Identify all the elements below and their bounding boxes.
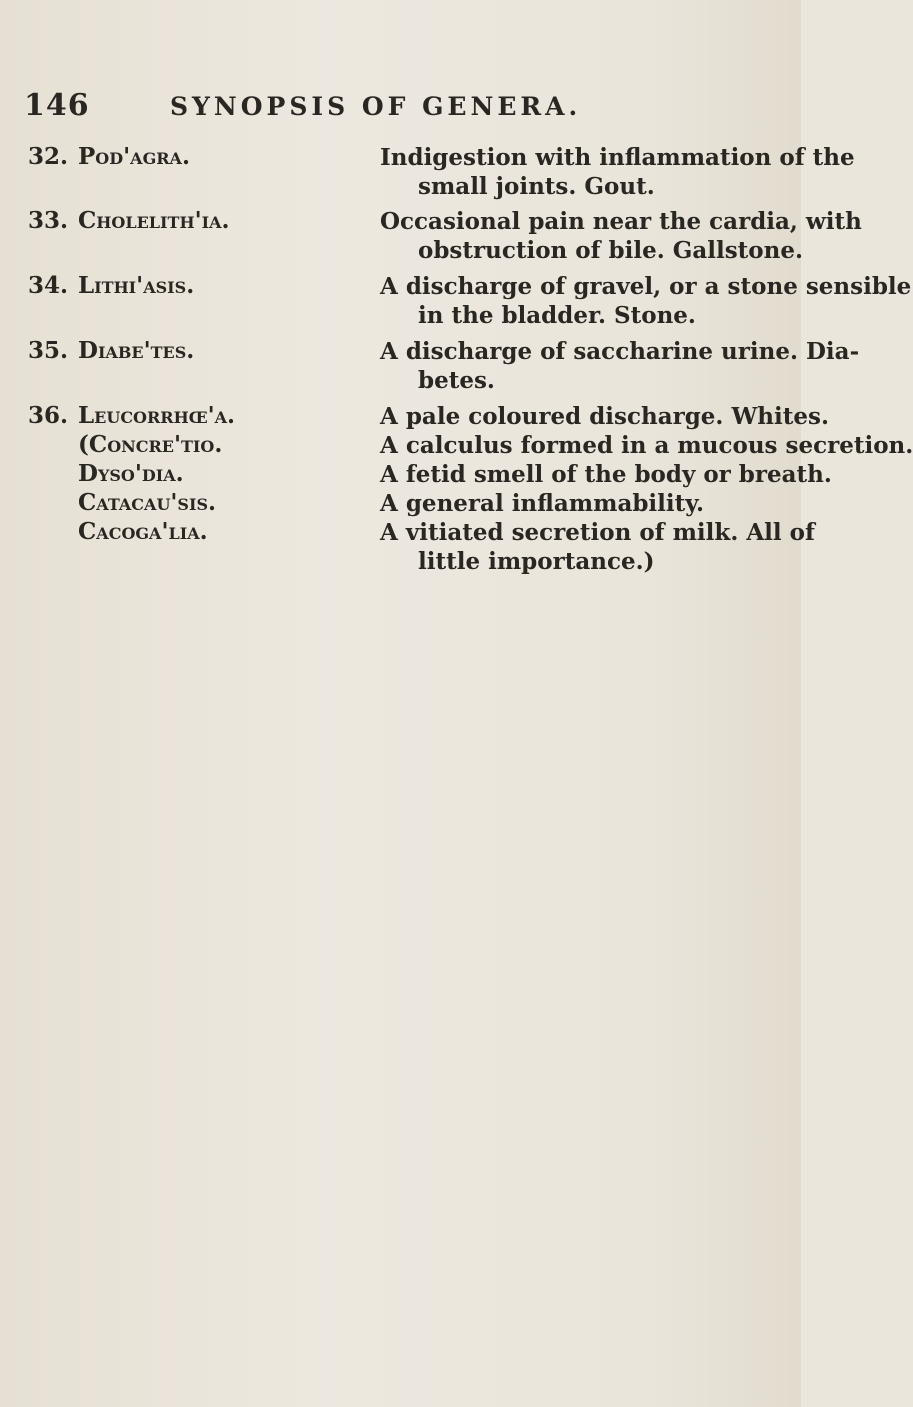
genus-name: Cacoga'lia. <box>78 518 208 545</box>
genus-name: Catacau'sis. <box>78 489 217 516</box>
description-line: little importance.) <box>418 548 655 575</box>
entry-number: 36. <box>28 402 69 429</box>
entry-description <box>380 460 832 489</box>
description-line: A discharge of gravel, or a stone sensible <box>380 273 912 300</box>
description-line: betes. <box>418 367 495 394</box>
entry-number: 32. <box>28 143 69 170</box>
description-line: in the bladder. Stone. <box>418 302 696 329</box>
genus-name: Pod'agra. <box>78 143 190 170</box>
description-line: obstruction of bile. Gallstone. <box>418 237 804 264</box>
description-line: Occasional pain near the cardia, with <box>380 208 862 235</box>
entry-description <box>380 337 860 395</box>
page-header <box>0 88 801 128</box>
entry-description <box>380 431 913 460</box>
page-number: 146 <box>24 88 90 123</box>
running-head: SYNOPSIS OF GENERA. <box>170 92 582 121</box>
entry-number: 33. <box>28 207 69 234</box>
entry-number: 34. <box>28 272 69 299</box>
entry-description <box>380 518 815 576</box>
description-line: A general inflammability. <box>380 490 704 517</box>
genus-name: Diabe'tes. <box>78 337 195 364</box>
entry-description <box>380 489 790 518</box>
description-line: small joints. Gout. <box>418 173 655 200</box>
genus-name: Cholelith'ia. <box>78 207 230 234</box>
description-line: A calculus formed in a mucous secretion. <box>380 432 913 459</box>
entry-description <box>380 402 829 431</box>
entry-description <box>380 272 912 330</box>
entry-description <box>380 143 855 201</box>
genus-name: Leucorrhœ'a. <box>78 402 236 429</box>
description-line: A pale coloured discharge. Whites. <box>380 403 829 430</box>
genus-name: Dyso'dia. <box>78 460 184 487</box>
description-line: A fetid smell of the body or breath. <box>380 461 832 488</box>
description-line: A discharge of saccharine urine. Dia- <box>380 338 860 365</box>
entry-number: 35. <box>28 337 69 364</box>
entry-description <box>380 207 862 265</box>
description-line: A vitiated secretion of milk. All of <box>380 519 815 546</box>
description-line: Indigestion with inflammation of the <box>380 144 855 171</box>
genus-name: (Concre'tio. <box>78 431 223 458</box>
genus-name: Lithi'asis. <box>78 272 195 299</box>
